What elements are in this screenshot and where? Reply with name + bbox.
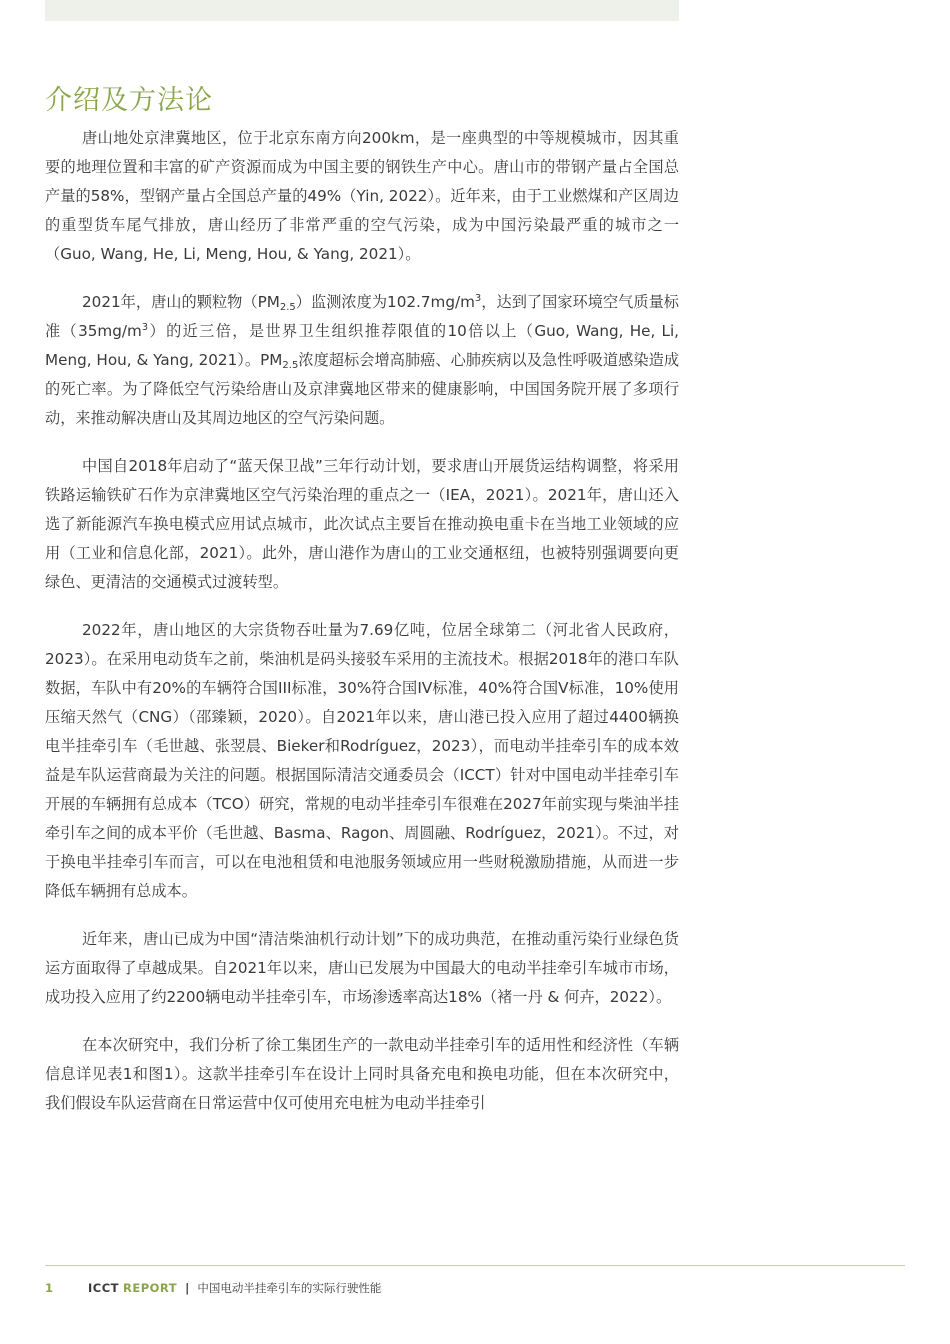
paragraph-2 [45, 288, 679, 433]
body-text [45, 124, 679, 1137]
cubic-superscript: 3 [474, 293, 482, 304]
footer-document-title: 中国电动半挂牵引车的实际行驶性能 [197, 1281, 382, 1295]
paragraph-4: 2022年，唐山地区的大宗货物吞吐量为7.69亿吨，位居全球第二（河北省人民政府，2023）。在采用电动货车之前，柴油机是码头接驳车采用的主流技术。根据2018年的港口车队数据，车队中有20%的车辆符合国III标准，30%符合国IV标准，40%符合国V标准，10%使用压缩天然气（CNG）（邵臻颖，2020）。自2021年以来，唐山港已投入应用了超过4400辆换电半挂牵引车（毛世越、张翌晨、Bieker和Rodríguez，2023），而电动半挂牵引车的成本效益是车队运营商最为关注的问题。根据国际清洁交通委员会（ICCT）针对中国电动半挂牵引车开展的车辆拥有总成本（TCO）研究，常规的电动半挂牵引车很难在2027年前实现与柴油半挂牵引车之间的成本平价（毛世越、Basma、Ragon、周圆融、Rodríguez，2021）。不过，对于换电半挂牵引车而言，可以在电池租赁和电池服务领域应用一些财税激励措施，从而进一步降低车辆拥有总成本。 [45, 621, 679, 900]
footer-brand-report: REPORT [123, 1281, 178, 1295]
footer-separator: | [185, 1281, 190, 1295]
section-title: 介绍及方法论 [45, 85, 213, 116]
p2-text-a: 2021年，唐山的颗粒物（PM [82, 293, 280, 311]
paragraph-1: 唐山地处京津冀地区，位于北京东南方向200km，是一座典型的中等规模城市，因其重要的地理位置和丰富的矿产资源而成为中国主要的钢铁生产中心。唐山市的带钢产量占全国总产量的58%，型钢产量占全国总产量的49%（Yin, 2022）。近年来，由于工业燃煤和产区周边的重型货车尾气排放，唐山经历了非常严重的空气污染，成为中国污染最严重的城市之一（Guo, Wang, He, Li, Meng, Hou, & Yang, 2021）。 [45, 129, 679, 263]
p2-text-g: ）的近三倍，是世界卫生组织推荐限值的10倍以上（Guo, Wang, He, Li, Meng, Hou, & Yang, 2021）。PM [45, 322, 679, 369]
p2-text-c: ）监测浓度为102.7mg/m [295, 293, 475, 311]
p2-text-i: 浓度超标会增高肺癌、心肺疾病以及急性呼吸道感染造成的死亡率。为了降低空气污染给唐山及京津冀地区带来的健康影响，中国国务院开展了多项行动，来推动解决唐山及其周边地区的空气污染问题。 [45, 351, 680, 427]
p2-text-e: ，达到了国家环境空气质量标准（35mg/m [45, 293, 679, 340]
paragraph-3: 中国自2018年启动了“蓝天保卫战”三年行动计划，要求唐山开展货运结构调整，将采用铁路运输铁矿石作为京津冀地区空气污染治理的重点之一（IEA，2021）。2021年，唐山还入选了新能源汽车换电模式应用试点城市，此次试点主要旨在推动换电重卡在当地工业领域的应用（工业和信息化部，2021）。此外，唐山港作为唐山的工业交通枢纽，也被特别强调要向更绿色、更清洁的交通模式过渡转型。 [45, 457, 679, 591]
cubic-superscript: 3 [141, 322, 149, 333]
paragraph-6: 在本次研究中，我们分析了徐工集团生产的一款电动半挂牵引车的适用性和经济性（车辆信息详见表1和图1）。这款半挂牵引车在设计上同时具备充电和换电功能，但在本次研究中，我们假设车队运营商在日常运营中仅可使用充电桩为电动半挂牵引 [45, 1036, 679, 1112]
pm25-subscript: 2.5 [279, 302, 296, 313]
page-footer [45, 1280, 381, 1296]
footer-brand-icct: ICCT [88, 1281, 120, 1295]
pm25-subscript: 2.5 [282, 360, 299, 371]
page-number: 1 [45, 1281, 54, 1295]
paragraph-5: 近年来，唐山已成为中国“清洁柴油机行动计划”下的成功典范，在推动重污染行业绿色货运方面取得了卓越成果。自2021年以来，唐山已发展为中国最大的电动半挂牵引车城市市场，成功投入应用了约2200辆电动半挂牵引车，市场渗透率高达18%（褚一丹 & 何卉，2022）。 [45, 930, 679, 1006]
footer-divider [45, 1265, 905, 1266]
top-shaded-box [45, 0, 679, 21]
